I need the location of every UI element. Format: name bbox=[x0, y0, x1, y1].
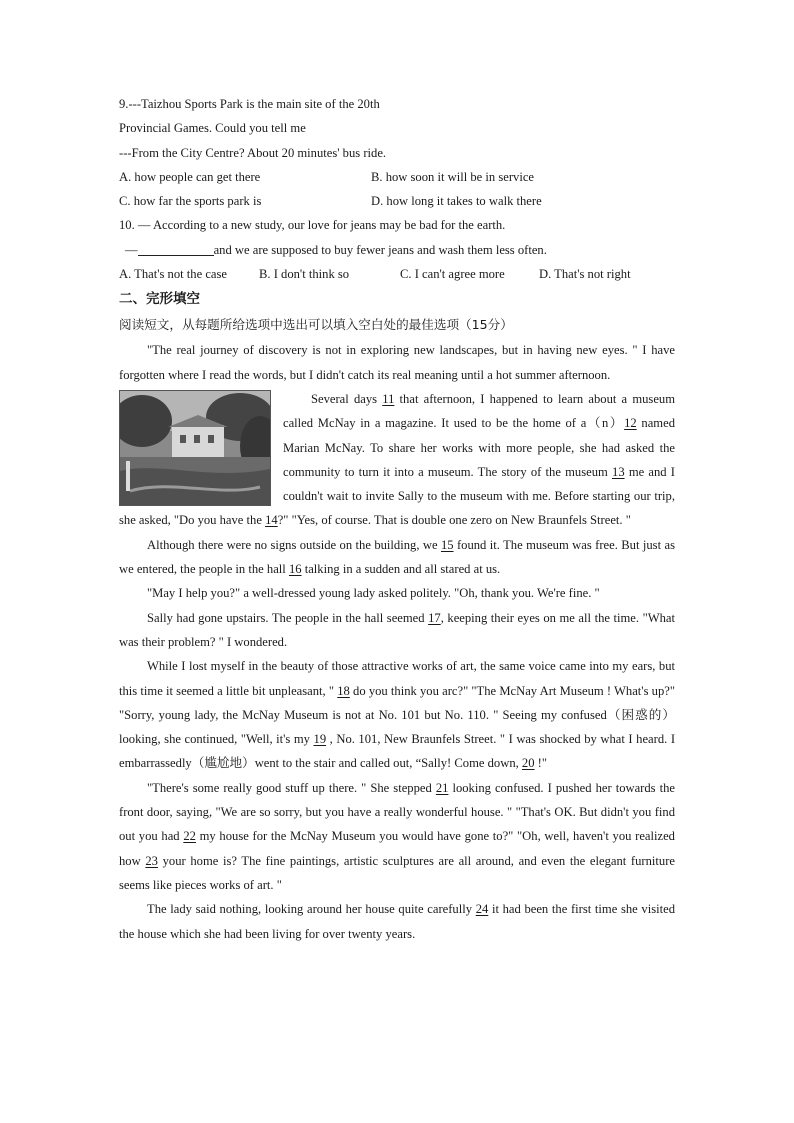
q9-line3: ---From the City Centre? About 20 minutes' bus ride. bbox=[119, 145, 387, 160]
q9-option-d: D. how long it takes to walk there bbox=[371, 194, 542, 209]
q9-option-b: B. how soon it will be in service bbox=[371, 169, 534, 184]
museum-photo bbox=[119, 390, 271, 506]
blank-13: 13 bbox=[612, 464, 625, 479]
blank-14: 14 bbox=[265, 513, 278, 528]
paragraph-text: Several days bbox=[311, 391, 383, 406]
blank-19: 19 bbox=[313, 732, 327, 747]
paragraph-text: looking confused. I pushed her towards the front door, saying, "We are so sorry, but you have a really wonderful house. " "That's OK. But didn't you find out you had bbox=[119, 780, 676, 844]
section-heading: 二、完形填空 bbox=[119, 291, 200, 308]
passage-paragraph-7 bbox=[119, 776, 675, 897]
blank-15: 15 bbox=[440, 537, 454, 552]
paragraph-text: , keeping their eyes on me all the time. "What was their problem? " I wondered. bbox=[119, 610, 675, 649]
q10-line1: 10. — According to a new study, our love for jeans may be bad for the earth. bbox=[119, 218, 506, 233]
q9-option-a: A. how people can get there bbox=[119, 169, 261, 184]
paragraph-text: do you think you arc?" "The McNay Art Museum ! What's up?" "Sorry, young lady, the McNay Museum is not at No. 101 but No. 110. " Seeing my confused（困惑的）looking, she continued, "Well, it's my bbox=[119, 683, 675, 747]
q10-option-c: C. I can't agree more bbox=[400, 267, 505, 282]
q10-line2-text: and we are supposed to buy fewer jeans and wash them less often. bbox=[213, 242, 547, 257]
paragraph-text: your home is? The fine paintings, artistic sculptures are all around, and even the elegant furniture seems like pieces works of art. " bbox=[119, 853, 675, 892]
passage-paragraph-5 bbox=[119, 606, 675, 655]
paragraph-text: ?" "Yes, of course. That is double one zero on New Braunfels Street. " bbox=[277, 513, 631, 528]
q10-option-a: A. That's not the case bbox=[119, 267, 228, 282]
blank-12: 12 bbox=[624, 416, 637, 431]
blank-11: 11 bbox=[382, 391, 395, 406]
paragraph-text: me and I couldn't wait to invite Sally to the museum with me. Before starting our trip, she asked, "Do you have the bbox=[119, 464, 675, 528]
paragraph-text: that afternoon, I happened to learn about a museum called McNay in a magazine. It used to be the home of a（n） bbox=[283, 391, 675, 431]
museum-photo-image bbox=[120, 391, 270, 505]
blank-20: 20 bbox=[521, 756, 535, 771]
paragraph-text: talking in a sudden and all stared at us. bbox=[301, 562, 501, 577]
paragraph-text: "The real journey of discovery is not in exploring new landscapes, but in having new eyes. " I have forgotten where I read the words, but I didn't catch its real meaning until a hot summer afternoon. bbox=[119, 343, 675, 382]
blank-24: 24 bbox=[475, 902, 489, 917]
q10-line2 bbox=[119, 238, 675, 262]
q10-options bbox=[119, 262, 675, 286]
passage-paragraph-3 bbox=[119, 533, 675, 582]
passage-paragraph-4 bbox=[119, 581, 675, 605]
paragraph-text: Sally had gone upstairs. The people in the hall seemed bbox=[147, 610, 429, 625]
passage-paragraph-8 bbox=[119, 897, 675, 946]
blank-23: 23 bbox=[145, 853, 158, 868]
paragraph-text: "There's some really good stuff up there. " She stepped bbox=[147, 780, 436, 795]
blank-16: 16 bbox=[288, 562, 302, 577]
paragraph-text: , No. 101, New Braunfels Street. " I was shocked by what I heard. I embarrassedly（尴尬地）went to the stair and called out, “Sally! Come down, bbox=[119, 732, 676, 771]
paragraph-text: The lady said nothing, looking around her house quite carefully bbox=[147, 902, 476, 917]
passage-paragraph-6 bbox=[119, 654, 675, 775]
blank-21: 21 bbox=[435, 780, 449, 795]
q10-answer-blank bbox=[138, 241, 214, 256]
section-instruction: 阅读短文，从每题所给选项中选出可以填入空白处的最佳选项（15分） bbox=[119, 317, 513, 333]
paragraph-text: named Marian McNay. To share her works with more people, she had asked the community to turn it into a museum. The story of the museum bbox=[283, 416, 675, 479]
blank-17: 17 bbox=[428, 610, 441, 625]
q9-line1: 9.---Taizhou Sports Park is the main site of the 20th bbox=[119, 97, 380, 111]
q9-options-row1 bbox=[119, 165, 675, 189]
q10-option-b: B. I don't think so bbox=[259, 267, 350, 282]
q9-options-row2 bbox=[119, 189, 675, 213]
paragraph-text: it had been the first time she visited the house which she had been living for over twenty years. bbox=[119, 902, 675, 941]
document-page bbox=[119, 92, 675, 946]
blank-18: 18 bbox=[337, 683, 350, 698]
paragraph-text: found it. The museum was free. But just as we entered, the people in the hall bbox=[119, 537, 675, 577]
passage-paragraph-1 bbox=[119, 338, 675, 387]
paragraph-text: my house for the McNay Museum you would have gone to?" "Oh, well, haven't you realized how bbox=[119, 829, 675, 868]
paragraph-text: Although there were no signs outside on the building, we bbox=[147, 537, 441, 552]
paragraph-text: While I lost myself in the beauty of those attractive works of art, the same voice came into my ears, but this time it seemed a little bit unpleasant, " bbox=[119, 659, 675, 698]
paragraph-text: !" bbox=[534, 756, 547, 771]
q9-line2: Provincial Games. Could you tell me bbox=[119, 121, 306, 136]
q10-dash: — bbox=[125, 242, 138, 257]
blank-22: 22 bbox=[183, 829, 196, 844]
q9-option-c: C. how far the sports park is bbox=[119, 194, 262, 209]
q10-option-d: D. That's not right bbox=[539, 267, 631, 282]
paragraph-text: "May I help you?" a well-dressed young lady asked politely. "Oh, thank you. We're fine. " bbox=[147, 586, 600, 601]
